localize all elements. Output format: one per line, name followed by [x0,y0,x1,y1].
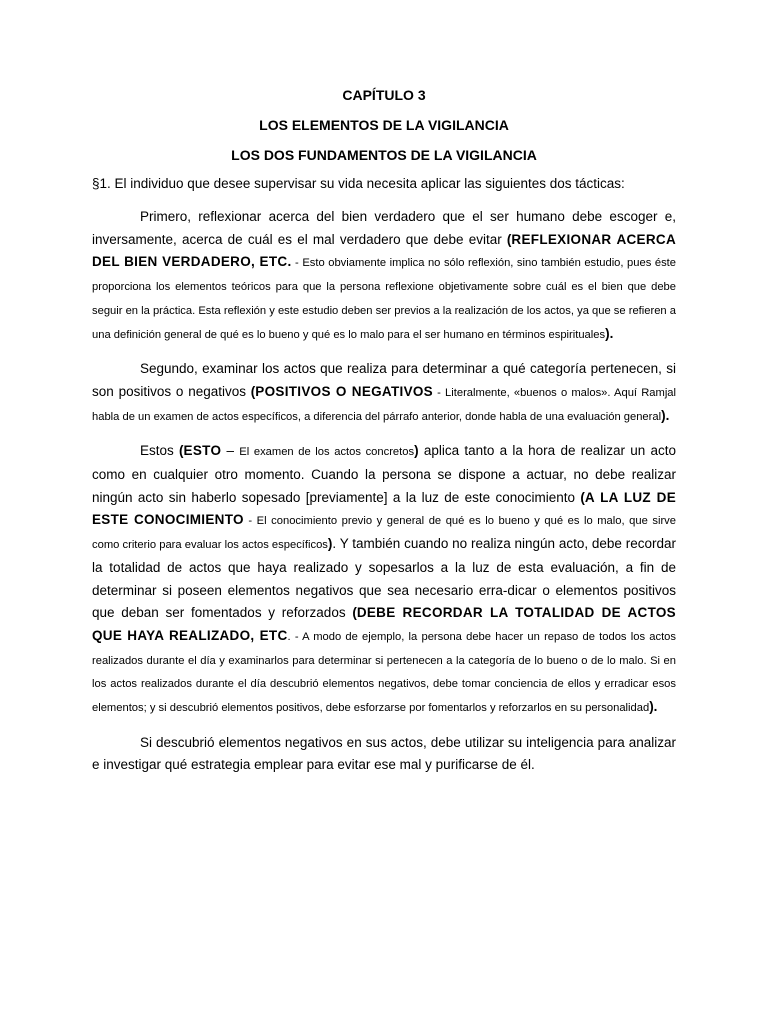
paragraph-text: Estos [140,443,180,459]
chapter-heading: CAPÍTULO 3 [342,87,426,103]
note-open-paren: ( [580,489,585,505]
paragraph-third [92,440,676,719]
commentary-note: - Literalmente, «buenos o malos». Aquí Ramjal habla de un examen de actos específicos, a diferencia del párrafo anterior, donde habla de una evaluación general [92,386,677,423]
paragraph-text: Primero, reflexionar acerca del bien verdadero que el ser humano debe escoger e, inversamente, acerca de cuál es el mal verdadero que debe evitar [92,209,676,247]
commentary-note: - El conocimiento previo y general de qué es lo bueno y qué es lo malo, que sirve como criterio para evaluar los actos específicos [92,515,676,552]
intro-paragraph: §1. El individuo que desee supervisar su vida necesita aplicar las siguientes dos tácticas: [92,176,625,191]
commentary-note: El examen de los actos concretos [239,446,415,459]
chapter-title: LOS ELEMENTOS DE LA VIGILANCIA [259,117,509,133]
section-title: LOS DOS FUNDAMENTOS DE LA VIGILANCIA [231,147,537,163]
paragraph-text: Segundo, examinar los actos que realiza para determinar a qué categoría pertenecen, si son positivos o negativos [92,361,676,399]
paragraph-first [92,206,676,346]
note-open-paren: ( [179,443,184,459]
note-heading: ESTO [183,443,222,459]
paragraph-second [92,358,676,428]
note-close-paren: ). [605,325,614,341]
note-close-paren: ). [649,699,658,715]
note-dash: – [221,443,240,459]
note-close-paren: ) [327,536,333,552]
note-open-paren: ( [250,383,256,399]
paragraph-fourth: Si descubrió elementos negativos en sus actos, debe utilizar su inteligencia para analizar e investigar qué estrategia emplear para evitar ese mal y purificarse de él. [92,734,676,773]
note-heading: REFLEXIONAR ACERCA DEL BIEN VERDADERO, ETC. [92,231,677,270]
commentary-note: . - A modo de ejemplo, la persona debe hacer un repaso de todos los actos realizados durante el día y examinarlos para determinar si pertenecen a la categoría de lo bueno o de lo malo. Si en los actos realizados durante el día descubrió elementos negativos, debe tomar conciencia de ellos y erradicar esos elementos; y si descubrió elementos positivos, debe esforzarse por fomentarlos y reforzarlos en su personalidad [92,630,676,715]
paragraph-text: . Y también cuando no realiza ningún acto, debe recordar la totalidad de actos que haya realizado y sopesarlos a la luz de esta evaluación, a fin de determinar si poseen elementos negativos que sea necesario erra-dicar o elementos positivos que deban ser fomentados y reforzados [92,536,676,621]
note-heading: POSITIVOS O NEGATIVOS [255,383,433,399]
note-open-paren: ( [506,231,512,247]
note-heading: A LA LUZ DE ESTE CONOCIMIENTO [92,489,676,528]
note-close-paren: ) [414,443,419,459]
commentary-note: - Esto obviamente implica no sólo reflexión, sino también estudio, pues éste proporciona los elementos teóricos para que la persona reflexione objetivamente sobre cuál es el bien que debe seguir en la práctica. Esta reflexión y este estudio deben ser previos a la realización de los actos, ya que se refieren a una definición general de qué es lo bueno y qué es lo malo para el ser humano en términos espirituales [92,257,676,341]
paragraph-text: aplica tanto a la hora de realizar un acto como en cualquier otro momento. Cuando la persona se dispone a actuar, no debe realizar ningún acto sin haberlo sopesado [previamente] a la luz de este conocimiento [92,443,677,505]
note-open-paren: ( [352,605,357,621]
note-close-paren: ). [661,407,670,423]
note-heading: DEBE RECORDAR LA TOTALIDAD DE ACTOS QUE HAYA REALIZADO, ETC [92,605,676,643]
